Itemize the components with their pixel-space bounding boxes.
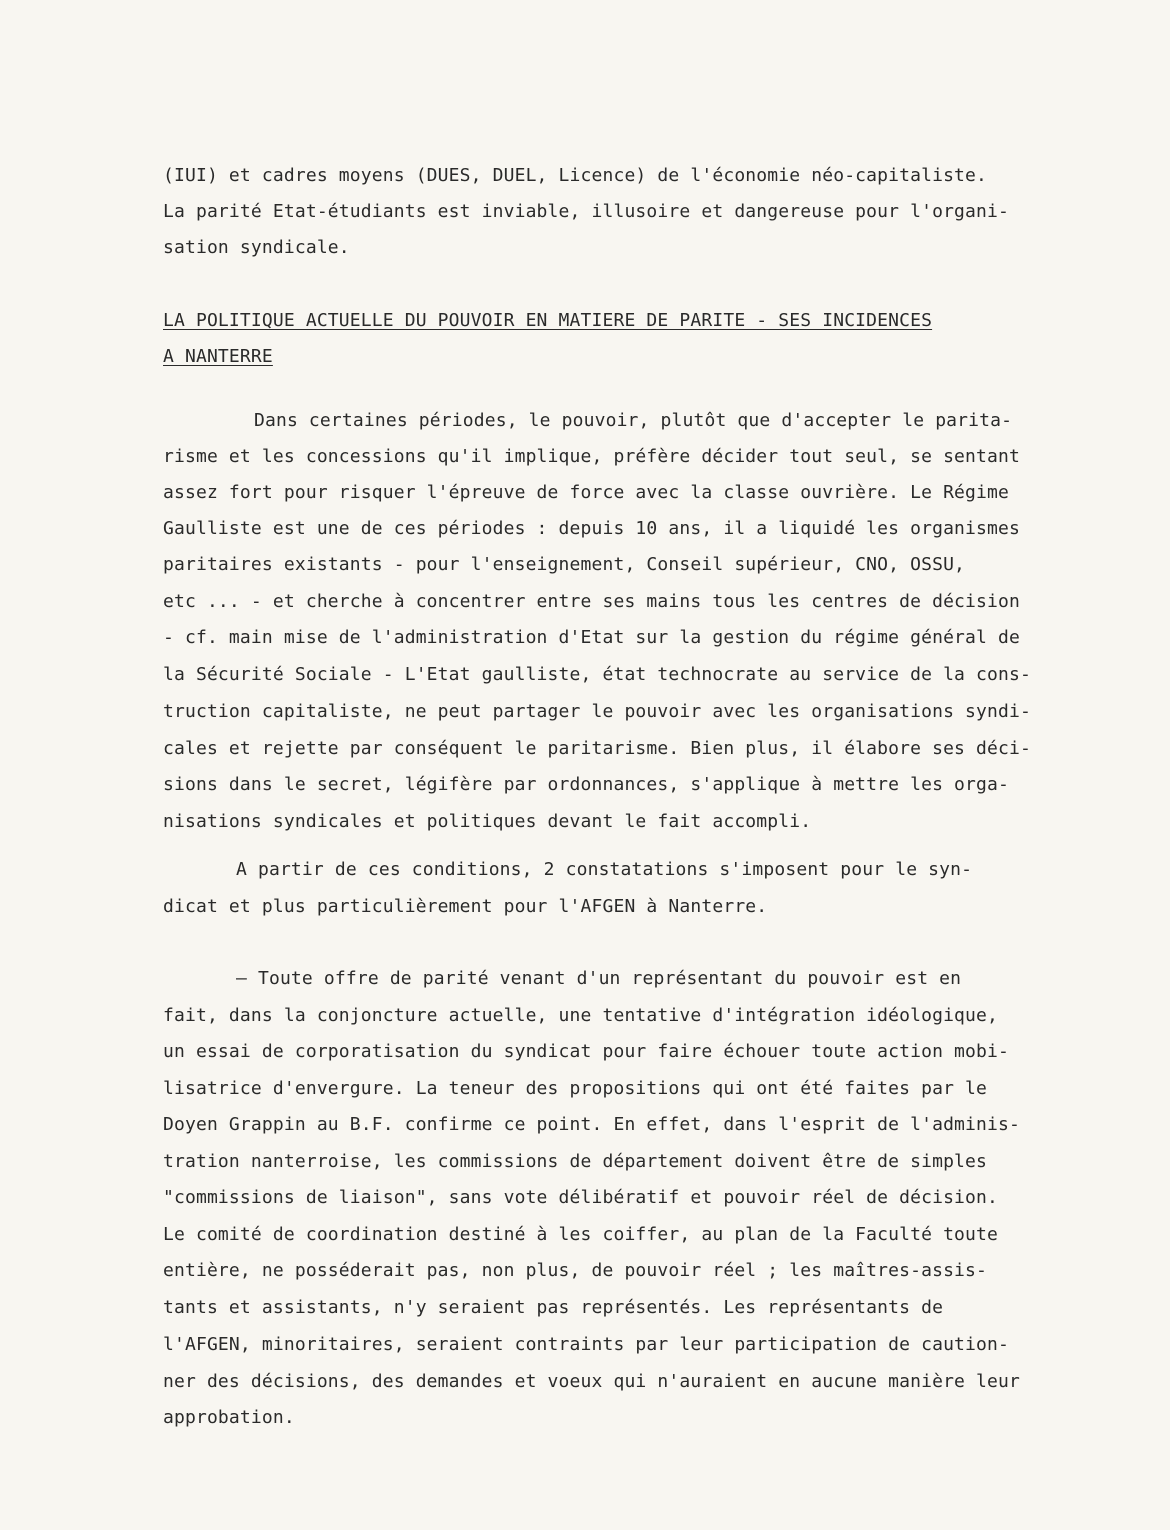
text-line: sation syndicale.	[163, 237, 350, 258]
text-line: un essai de corporatisation du syndicat pour faire échouer toute action mobi-	[163, 1041, 1009, 1062]
text-line: - cf. main mise de l'administration d'Etat sur la gestion du régime général de	[163, 627, 1020, 648]
section-heading: LA POLITIQUE ACTUELLE DU POUVOIR EN MATIERE DE PARITE - SES INCIDENCES	[163, 310, 933, 331]
text-line: risme et les concessions qu'il implique, préfère décider tout seul, se sentant	[163, 446, 1020, 467]
text-line: etc ... - et cherche à concentrer entre ses mains tous les centres de décision	[163, 591, 1020, 612]
text-line: A partir de ces conditions, 2 constatations s'imposent pour le syn-	[236, 859, 973, 880]
text-line: ner des décisions, des demandes et voeux qui n'auraient en aucune manière leur	[163, 1371, 1020, 1392]
text-line: sions dans le secret, légifère par ordonnances, s'applique à mettre les orga-	[163, 774, 1009, 795]
text-line: la Sécurité Sociale - L'Etat gaulliste, état technocrate au service de la cons-	[163, 664, 1031, 685]
text-line: nisations syndicales et politiques devant le fait accompli.	[163, 811, 812, 832]
text-line: truction capitaliste, ne peut partager le pouvoir avec les organisations syndi-	[163, 701, 1031, 722]
text-line: Dans certaines périodes, le pouvoir, plutôt que d'accepter le parita-	[254, 410, 1013, 431]
text-line: tration nanterroise, les commissions de département doivent être de simples	[163, 1151, 988, 1172]
section-heading: A NANTERRE	[163, 346, 273, 367]
text-line: l'AFGEN, minoritaires, seraient contraints par leur participation de caution-	[163, 1334, 1009, 1355]
text-line: (IUI) et cadres moyens (DUES, DUEL, Licence) de l'économie néo-capitaliste.	[163, 165, 988, 186]
text-line: "commissions de liaison", sans vote délibératif et pouvoir réel de décision.	[163, 1187, 999, 1208]
text-line: lisatrice d'envergure. La teneur des propositions qui ont été faites par le	[163, 1078, 988, 1099]
text-line: assez fort pour risquer l'épreuve de force avec la classe ouvrière. Le Régime	[163, 482, 1009, 503]
text-line: dicat et plus particulièrement pour l'AFGEN à Nanterre.	[163, 896, 768, 917]
text-line: Gaulliste est une de ces périodes : depuis 10 ans, il a liquidé les organismes	[163, 518, 1020, 539]
text-line: tants et assistants, n'y seraient pas représentés. Les représentants de	[163, 1297, 944, 1318]
text-line: cales et rejette par conséquent le paritarisme. Bien plus, il élabore ses déci-	[163, 738, 1031, 759]
text-line: paritaires existants - pour l'enseignement, Conseil supérieur, CNO, OSSU,	[163, 554, 966, 575]
text-line: — Toute offre de parité venant d'un représentant du pouvoir est en	[236, 968, 962, 989]
text-line: Doyen Grappin au B.F. confirme ce point. En effet, dans l'esprit de l'adminis-	[163, 1114, 1020, 1135]
text-line: Le comité de coordination destiné à les coiffer, au plan de la Faculté toute	[163, 1224, 999, 1245]
text-line: entière, ne posséderait pas, non plus, de pouvoir réel ; les maîtres-assis-	[163, 1260, 988, 1281]
text-line: La parité Etat-étudiants est inviable, illusoire et dangereuse pour l'organi-	[163, 201, 1009, 222]
text-line: fait, dans la conjoncture actuelle, une tentative d'intégration idéologique,	[163, 1005, 999, 1026]
text-line: approbation.	[163, 1407, 295, 1428]
